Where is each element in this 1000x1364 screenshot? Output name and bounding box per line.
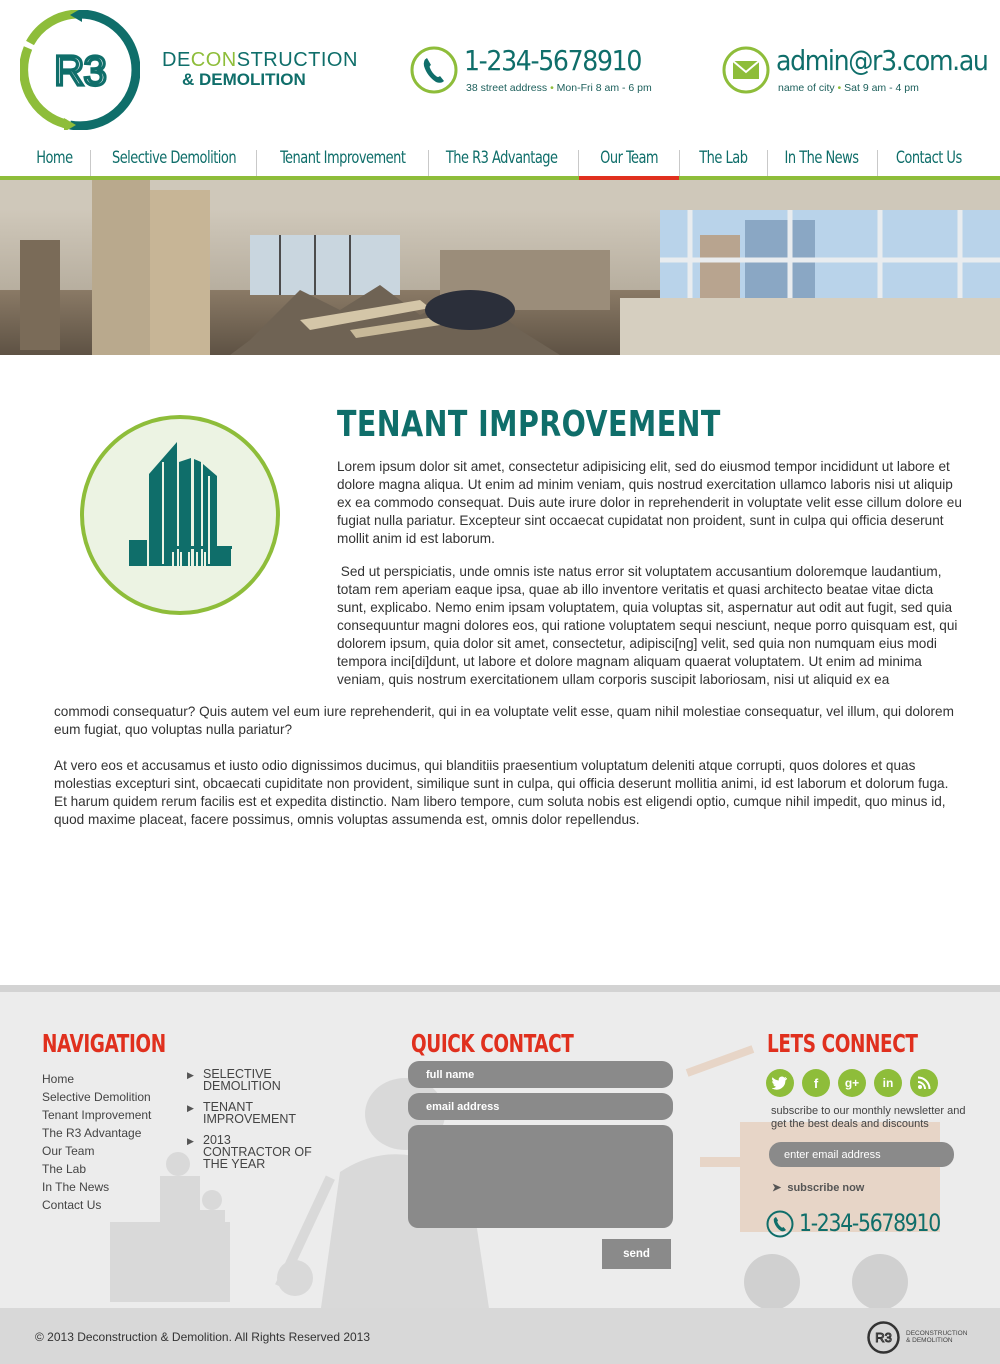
email-address-input[interactable]: email address xyxy=(408,1093,673,1120)
hero-banner xyxy=(0,180,1000,355)
nav-selective-demolition[interactable]: Selective Demolition xyxy=(111,148,237,168)
arrow-right-icon: ▶ xyxy=(187,1103,194,1113)
site-footer xyxy=(0,985,1000,1308)
rss-icon[interactable] xyxy=(910,1069,938,1097)
linkedin-icon[interactable]: in xyxy=(874,1069,902,1097)
subscribe-email-input[interactable]: enter email address xyxy=(769,1142,954,1167)
header-bullet-2: • xyxy=(837,82,842,94)
content-paragraph: commodi consequatur? Quis autem vel eum iure reprehenderit, qui in ea voluptate velit esse, quam nihil molestiae consequatur, vel illum, qui dolorem eum fugiat, quo voluptas nulla pariatur? xyxy=(54,704,954,737)
header-email-details xyxy=(778,82,919,94)
quick-contact-title: QUICK CONTACT xyxy=(411,1029,574,1058)
copyright-bar xyxy=(0,1308,1000,1364)
content-paragraph: Sed ut perspiciatis, unde omnis iste natus error sit voluptatem accusantium doloremque laudantium, totam rem aperiam eaque ipsa, quae ab illo inventore veritatis et quasi architecto beatae vitae dicta sunt, explicabo. Nemo enim ipsam voluptatem, quia voluptas sit, aspernatur aut odit aut fugit, sed quia consequuntur magni dolores eos, qui ratione voluptatem sequi nesciunt, neque porro quisquam est, qui dolorem ipsum, quia dolor sit amet, consectetur, adipisci[ng] velit, sed quia non numquam eius modi tempora inci[di]dunt, ut labore et dolore magnam aliquam quaerat voluptatem. Ut enim ad minima veniam, quis nostrum exercitationem ullam corporis suscipit laboriosam, nisi ut aliquid ex ea xyxy=(337,564,962,687)
building-emblem-icon xyxy=(79,414,281,616)
brand-prefix: DE xyxy=(162,49,191,71)
brand-name xyxy=(162,50,358,88)
header-city: name of city xyxy=(778,82,835,94)
footer-link-in-the-news[interactable]: In The News xyxy=(42,1180,110,1194)
nav-the-lab[interactable]: The Lab xyxy=(699,148,748,168)
header-address: 38 street address xyxy=(466,82,548,94)
copyright-text: © 2013 Deconstruction & Demolition. All Rights Reserved 2013 xyxy=(35,1330,371,1344)
lets-connect-title: LETS CONNECT xyxy=(767,1029,918,1058)
footer-r3-logo[interactable] xyxy=(866,1320,901,1355)
footer-link-contact-us[interactable]: Contact Us xyxy=(42,1198,102,1212)
phone-icon xyxy=(410,46,458,94)
google-plus-icon[interactable]: g+ xyxy=(838,1069,866,1097)
footer-phone-number[interactable]: 1-234-5678910 xyxy=(799,1209,940,1237)
arrow-right-icon: ▶ xyxy=(187,1136,194,1146)
subscribe-now-link[interactable]: ➤ subscribe now xyxy=(772,1182,865,1194)
footer-link-our-team[interactable]: Our Team xyxy=(42,1144,95,1158)
brand-suffix: STRUCTION xyxy=(236,49,358,71)
main-nav xyxy=(0,140,1000,181)
site-header xyxy=(0,0,1000,140)
footer-link-the-lab[interactable]: The Lab xyxy=(42,1162,87,1176)
footer-services-list xyxy=(187,1068,347,1179)
message-textarea[interactable] xyxy=(408,1125,673,1228)
facebook-icon[interactable]: f xyxy=(802,1069,830,1097)
envelope-icon xyxy=(722,46,770,94)
brand-bottom: & DEMOLITION xyxy=(182,70,306,89)
header-phone-number[interactable]: 1-234-5678910 xyxy=(464,44,642,77)
nav-our-team[interactable]: Our Team xyxy=(600,148,659,168)
footer-link-tenant-improvement[interactable]: Tenant Improvement xyxy=(42,1108,152,1122)
r3-logo[interactable] xyxy=(20,10,140,130)
header-email[interactable]: admin@r3.com.au xyxy=(776,44,988,77)
footer-link-r3-advantage[interactable]: The R3 Advantage xyxy=(42,1126,142,1140)
content-paragraph: Lorem ipsum dolor sit amet, consectetur adipisicing elit, sed do eiusmod tempor incididunt ut labore et dolore magna aliqua. Ut enim ad minim veniam, quis nostrud exercitation ullamco laboris nisi ut aliquip ex ea commodo consequat. Duis aute irure dolor in reprehenderit in voluptate velit esse cillum dolore eu fugiat nulla pariatur. Excepteur sint occaecat cupidatat non proident, sunt in culpa qui officia deserunt mollit anim id est laborum. xyxy=(337,459,962,546)
nav-in-the-news[interactable]: In The News xyxy=(784,148,860,168)
footer-brand-name xyxy=(906,1330,967,1344)
hero-construction-image xyxy=(0,180,1000,355)
brand-accent: CON xyxy=(190,49,237,71)
footer-brand-line2: & DEMOLITION xyxy=(906,1337,953,1344)
header-email-hours: Sat 9 am - 4 pm xyxy=(844,82,919,94)
footer-service-contractor-of-year[interactable]: ▶ 2013 CONTRACTOR OF THE YEAR xyxy=(187,1133,312,1171)
logo-text: R3 xyxy=(54,47,106,94)
footer-brand-line1: DECONSTRUCTION xyxy=(906,1330,968,1337)
page-title: TENANT IMPROVEMENT xyxy=(337,404,721,445)
content-paragraph: At vero eos et accusamus et iusto odio dignissimos ducimus, qui blanditiis praesentium voluptatum deleniti atque corrupti, quos dolores et quas molestias excepturi sint, obcaecati cupiditate non provident, similique sunt in culpa, qui officia deserunt mollitia animi, id est laborum et dolorum fuga. Et harum quidem rerum facilis est et expedita distinctio. Nam libero tempore, cum soluta nobis est eligendi optio, cumque nihil impedit, quo minus id, quod maxime placeat, facere possimus, omnis voluptas assumenda est, omnis dolor repellendus. xyxy=(54,758,949,827)
nav-home[interactable]: Home xyxy=(35,148,73,168)
header-phone-details xyxy=(466,82,652,94)
footer-service-selective-demolition[interactable]: ▶ SELECTIVE DEMOLITION xyxy=(187,1067,281,1093)
phone-icon xyxy=(766,1210,794,1238)
footer-service-tenant-improvement[interactable]: ▶ TENANT IMPROVEMENT xyxy=(187,1100,297,1126)
nav-r3-advantage[interactable]: The R3 Advantage xyxy=(445,148,558,168)
nav-contact-us[interactable]: Contact Us xyxy=(896,148,962,168)
twitter-icon[interactable] xyxy=(766,1069,794,1097)
footer-nav-list xyxy=(42,1070,151,1214)
mini-logo-text: R3 xyxy=(875,1330,892,1345)
footer-nav-title: NAVIGATION xyxy=(42,1029,166,1058)
arrow-right-icon: ➤ xyxy=(772,1182,788,1194)
footer-link-home[interactable]: Home xyxy=(42,1072,75,1086)
header-bullet: • xyxy=(550,82,554,94)
send-button[interactable]: send xyxy=(602,1239,671,1269)
arrow-right-icon: ▶ xyxy=(187,1070,194,1080)
header-phone-hours: Mon-Fri 8 am - 6 pm xyxy=(556,82,652,94)
newsletter-text: subscribe to our monthly newsletter and get the best deals and discounts xyxy=(771,1105,966,1130)
nav-tenant-improvement[interactable]: Tenant Improvement xyxy=(280,148,406,168)
full-name-input[interactable]: full name xyxy=(408,1061,673,1088)
footer-link-selective-demolition[interactable]: Selective Demolition xyxy=(42,1090,151,1104)
